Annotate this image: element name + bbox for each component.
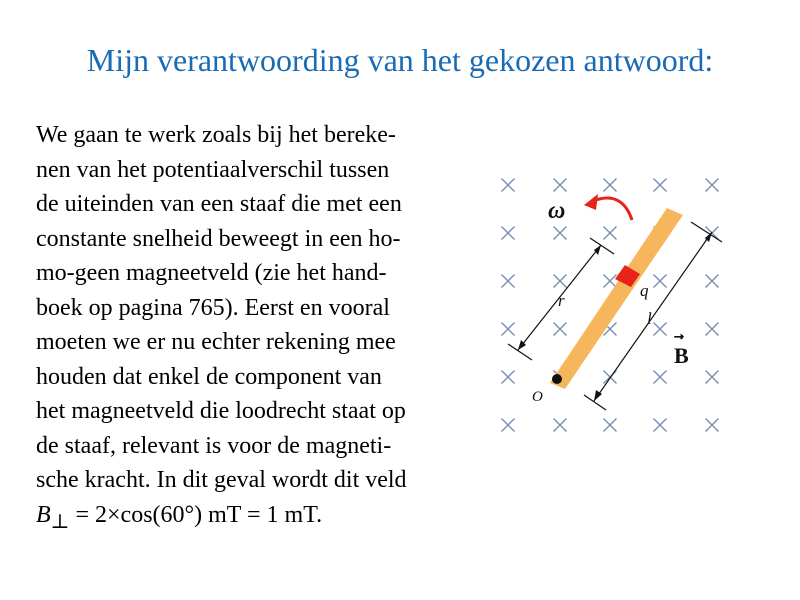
cross-mark-icon	[554, 275, 567, 288]
cross-mark-icon	[706, 275, 719, 288]
slide-title: Mijn verantwoording van het gekozen antwoord:	[86, 42, 714, 78]
cross-mark-icon	[502, 179, 515, 192]
field-formula	[36, 498, 456, 539]
explanation-text	[36, 118, 456, 539]
rotating-rod-figure	[490, 170, 730, 440]
cross-mark-icon	[604, 179, 617, 192]
text-line: We gaan te werk zoals bij het bereke-	[36, 122, 396, 148]
rotation-arrowhead	[584, 194, 598, 210]
formula-expression: = 2×cos(60°) mT = 1 mT.	[69, 501, 323, 528]
cross-mark-icon	[502, 227, 515, 240]
cross-mark-icon	[706, 371, 719, 384]
cross-mark-icon	[604, 419, 617, 432]
cross-mark-icon	[554, 227, 567, 240]
l-label: l	[647, 309, 652, 328]
cross-mark-icon	[654, 419, 667, 432]
omega-label: ω	[548, 198, 566, 224]
cross-mark-icon	[706, 179, 719, 192]
r-label: r	[558, 291, 565, 310]
cross-mark-icon	[604, 227, 617, 240]
cross-mark-icon	[654, 323, 667, 336]
text-line: houden dat enkel de component van	[36, 363, 382, 390]
text-line: sche kracht. In dit geval wordt dit veld	[36, 467, 407, 493]
text-line: de staaf, relevant is voor de magneti-	[36, 432, 392, 459]
rod	[550, 208, 683, 389]
formula-subscript: ⊥	[50, 510, 70, 533]
text-line: het magneetveld die loodrecht staat op	[36, 398, 406, 424]
cross-mark-icon	[554, 323, 567, 336]
field-label-B: B	[674, 343, 689, 368]
cross-mark-icon	[654, 275, 667, 288]
cross-mark-icon	[554, 419, 567, 432]
text-line: mo-geen magneetveld (zie het hand-	[36, 260, 387, 286]
cross-mark-icon	[502, 371, 515, 384]
cross-mark-icon	[604, 275, 617, 288]
text-line: nen van het potentiaalverschil tussen	[36, 156, 390, 183]
q-label: q	[640, 281, 649, 300]
cross-mark-icon	[502, 275, 515, 288]
rotation-arrow-icon	[593, 198, 632, 220]
text-line: de uiteinden van een staaf die met een	[36, 191, 402, 217]
cross-mark-icon	[706, 419, 719, 432]
r-arrowhead	[594, 245, 601, 255]
text-line: boek op pagina 765). Eerst en vooral	[36, 294, 390, 321]
cross-mark-icon	[502, 419, 515, 432]
cross-mark-icon	[706, 323, 719, 336]
B-arrow	[674, 334, 684, 340]
cross-mark-icon	[502, 323, 515, 336]
text-line: constante snelheid beweegt in een ho-	[36, 225, 401, 252]
cross-mark-icon	[654, 179, 667, 192]
origin-label: O	[532, 389, 543, 405]
text-line: moeten we er nu echter rekening mee	[36, 329, 396, 355]
formula-symbol: B	[36, 501, 51, 528]
cross-mark-icon	[554, 179, 567, 192]
pivot-dot-icon	[552, 374, 562, 384]
cross-mark-icon	[654, 371, 667, 384]
